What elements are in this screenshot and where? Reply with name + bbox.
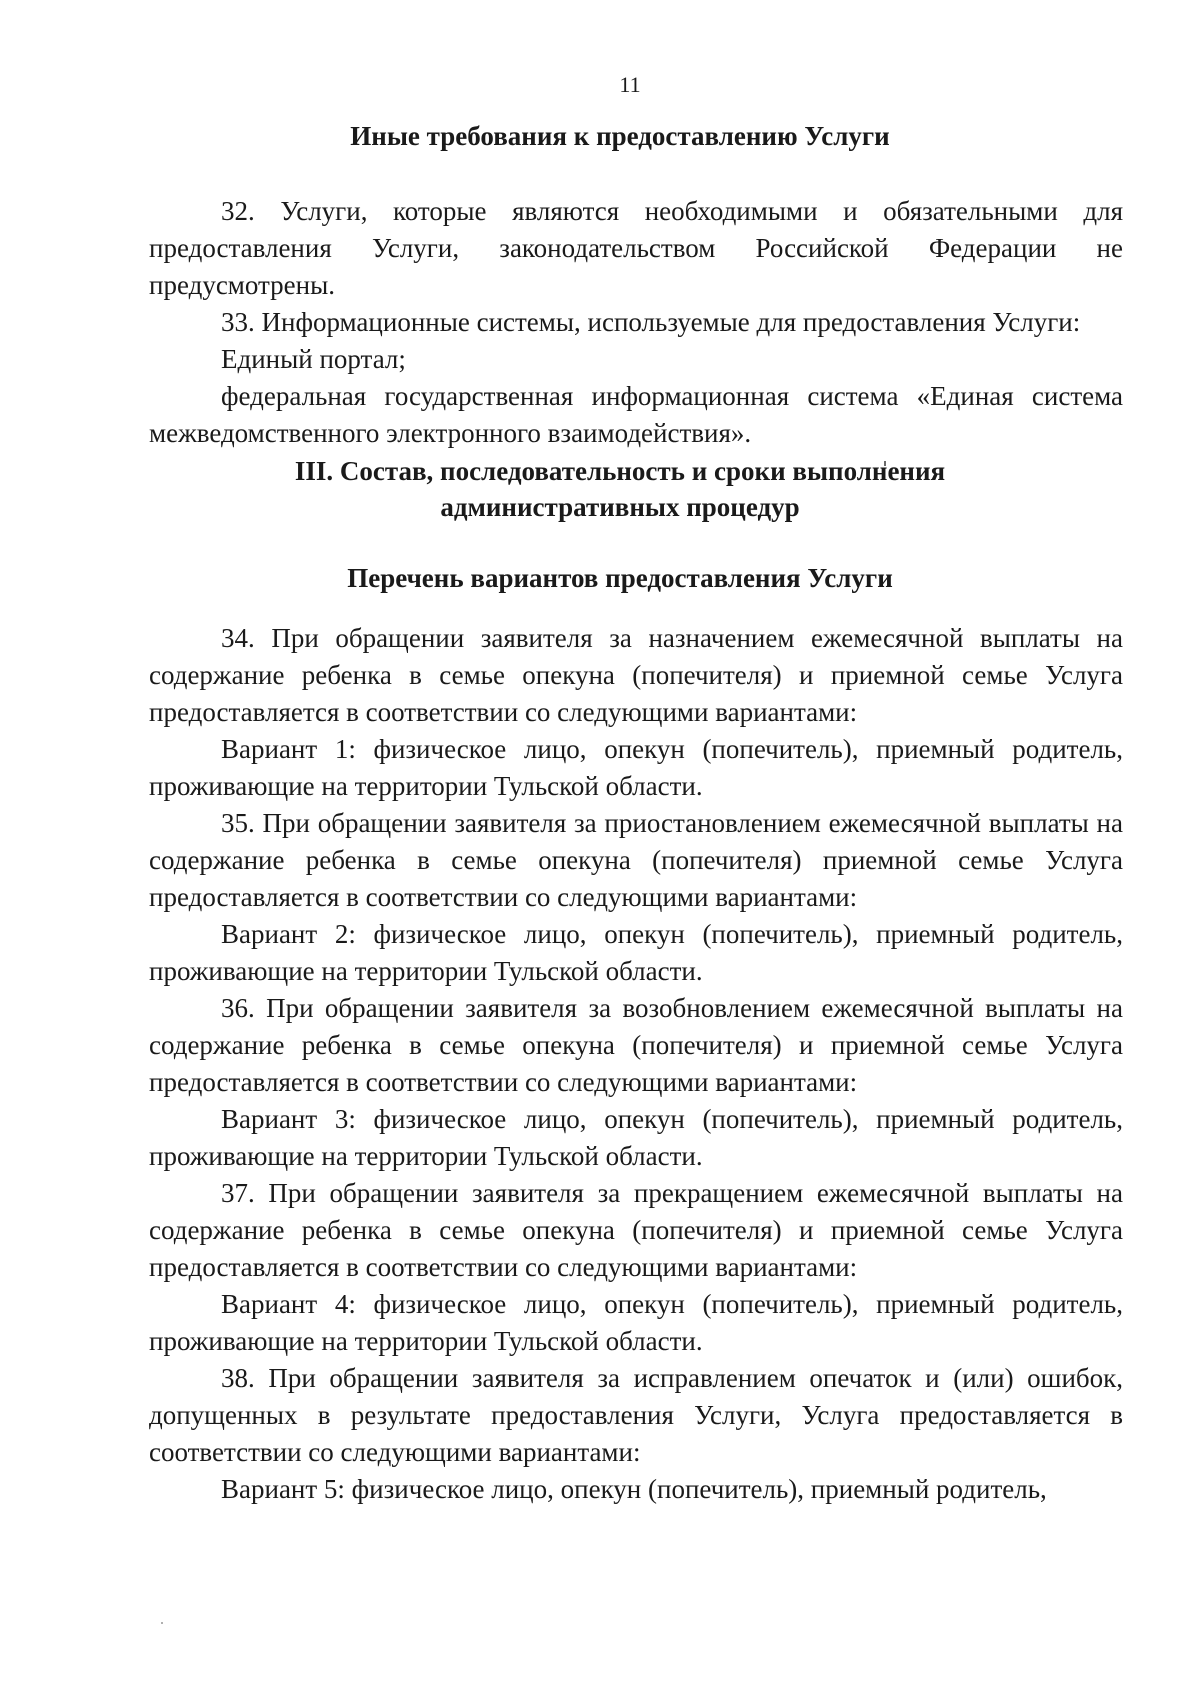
paragraph-variant-1: Вариант 1: физическое лицо, опекун (попечитель), приемный родитель, проживающие на территории Тульской области. [149,734,1123,801]
paragraph-single-portal: Единый портал; [221,344,406,374]
paragraph-variant-4: Вариант 4: физическое лицо, опекун (попечитель), приемный родитель, проживающие на территории Тульской области. [149,1289,1123,1356]
paragraph-33: 33. Информационные системы, используемые для предоставления Услуги: [221,307,1081,337]
section-heading-line-1: III. Состав, последовательность и сроки выполнения [294,456,946,486]
paragraph-32: 32. Услуги, которые являются необходимыми и обязательными для предоставления Услуги, законодательством Российской Федерации не предусмотрены. [149,196,1123,300]
paragraph-35: 35. При обращении заявителя за приостановлением ежемесячной выплаты на содержание ребенка в семье опекуна (попечителя) приемной семье Услуга предоставляется в соответствии со следующими вариантами: [149,808,1123,912]
paragraphs-block-2 [149,620,1123,1508]
paragraph-variant-3: Вариант 3: физическое лицо, опекун (попечитель), приемный родитель, проживающие на территории Тульской области. [149,1104,1123,1171]
paragraph-37: 37. При обращении заявителя за прекращением ежемесячной выплаты на содержание ребенка в семье опекуна (попечителя) и приемной семье Услуга предоставляется в соответствии со следующими вариантами: [149,1178,1123,1282]
section-heading [250,453,990,525]
paragraph-38: 38. При обращении заявителя за исправлением опечаток и (или) ошибок, допущенных в результате предоставления Услуги, Услуга предоставляется в соответствии со следующими вариантами: [149,1363,1123,1467]
heading-other-requirements: Иные требования к предоставлению Услуги [350,121,890,151]
paragraph-variant-5: Вариант 5: физическое лицо, опекун (попечитель), приемный родитель, [221,1474,1047,1504]
paragraphs-block-1 [149,193,1123,452]
paragraph-36: 36. При обращении заявителя за возобновлением ежемесячной выплаты на содержание ребенка в семье опекуна (попечителя) и приемной семье Услуга предоставляется в соответствии со следующими вариантами: [149,993,1123,1097]
section-heading-line-2: административных процедур [440,492,800,522]
paragraph-variant-2: Вариант 2: физическое лицо, опекун (попечитель), приемный родитель, проживающие на территории Тульской области. [149,919,1123,986]
scan-dot [161,1622,163,1624]
paragraph-smev: федеральная государственная информационная система «Единая система межведомственного электронного взаимодействия». [149,381,1123,448]
page-number: 11 [619,72,641,97]
heading-variants-list: Перечень вариантов предоставления Услуги [347,563,893,593]
paragraph-34: 34. При обращении заявителя за назначением ежемесячной выплаты на содержание ребенка в семье опекуна (попечителя) и приемной семье Услуга предоставляется в соответствии со следующими вариантами: [149,623,1123,727]
